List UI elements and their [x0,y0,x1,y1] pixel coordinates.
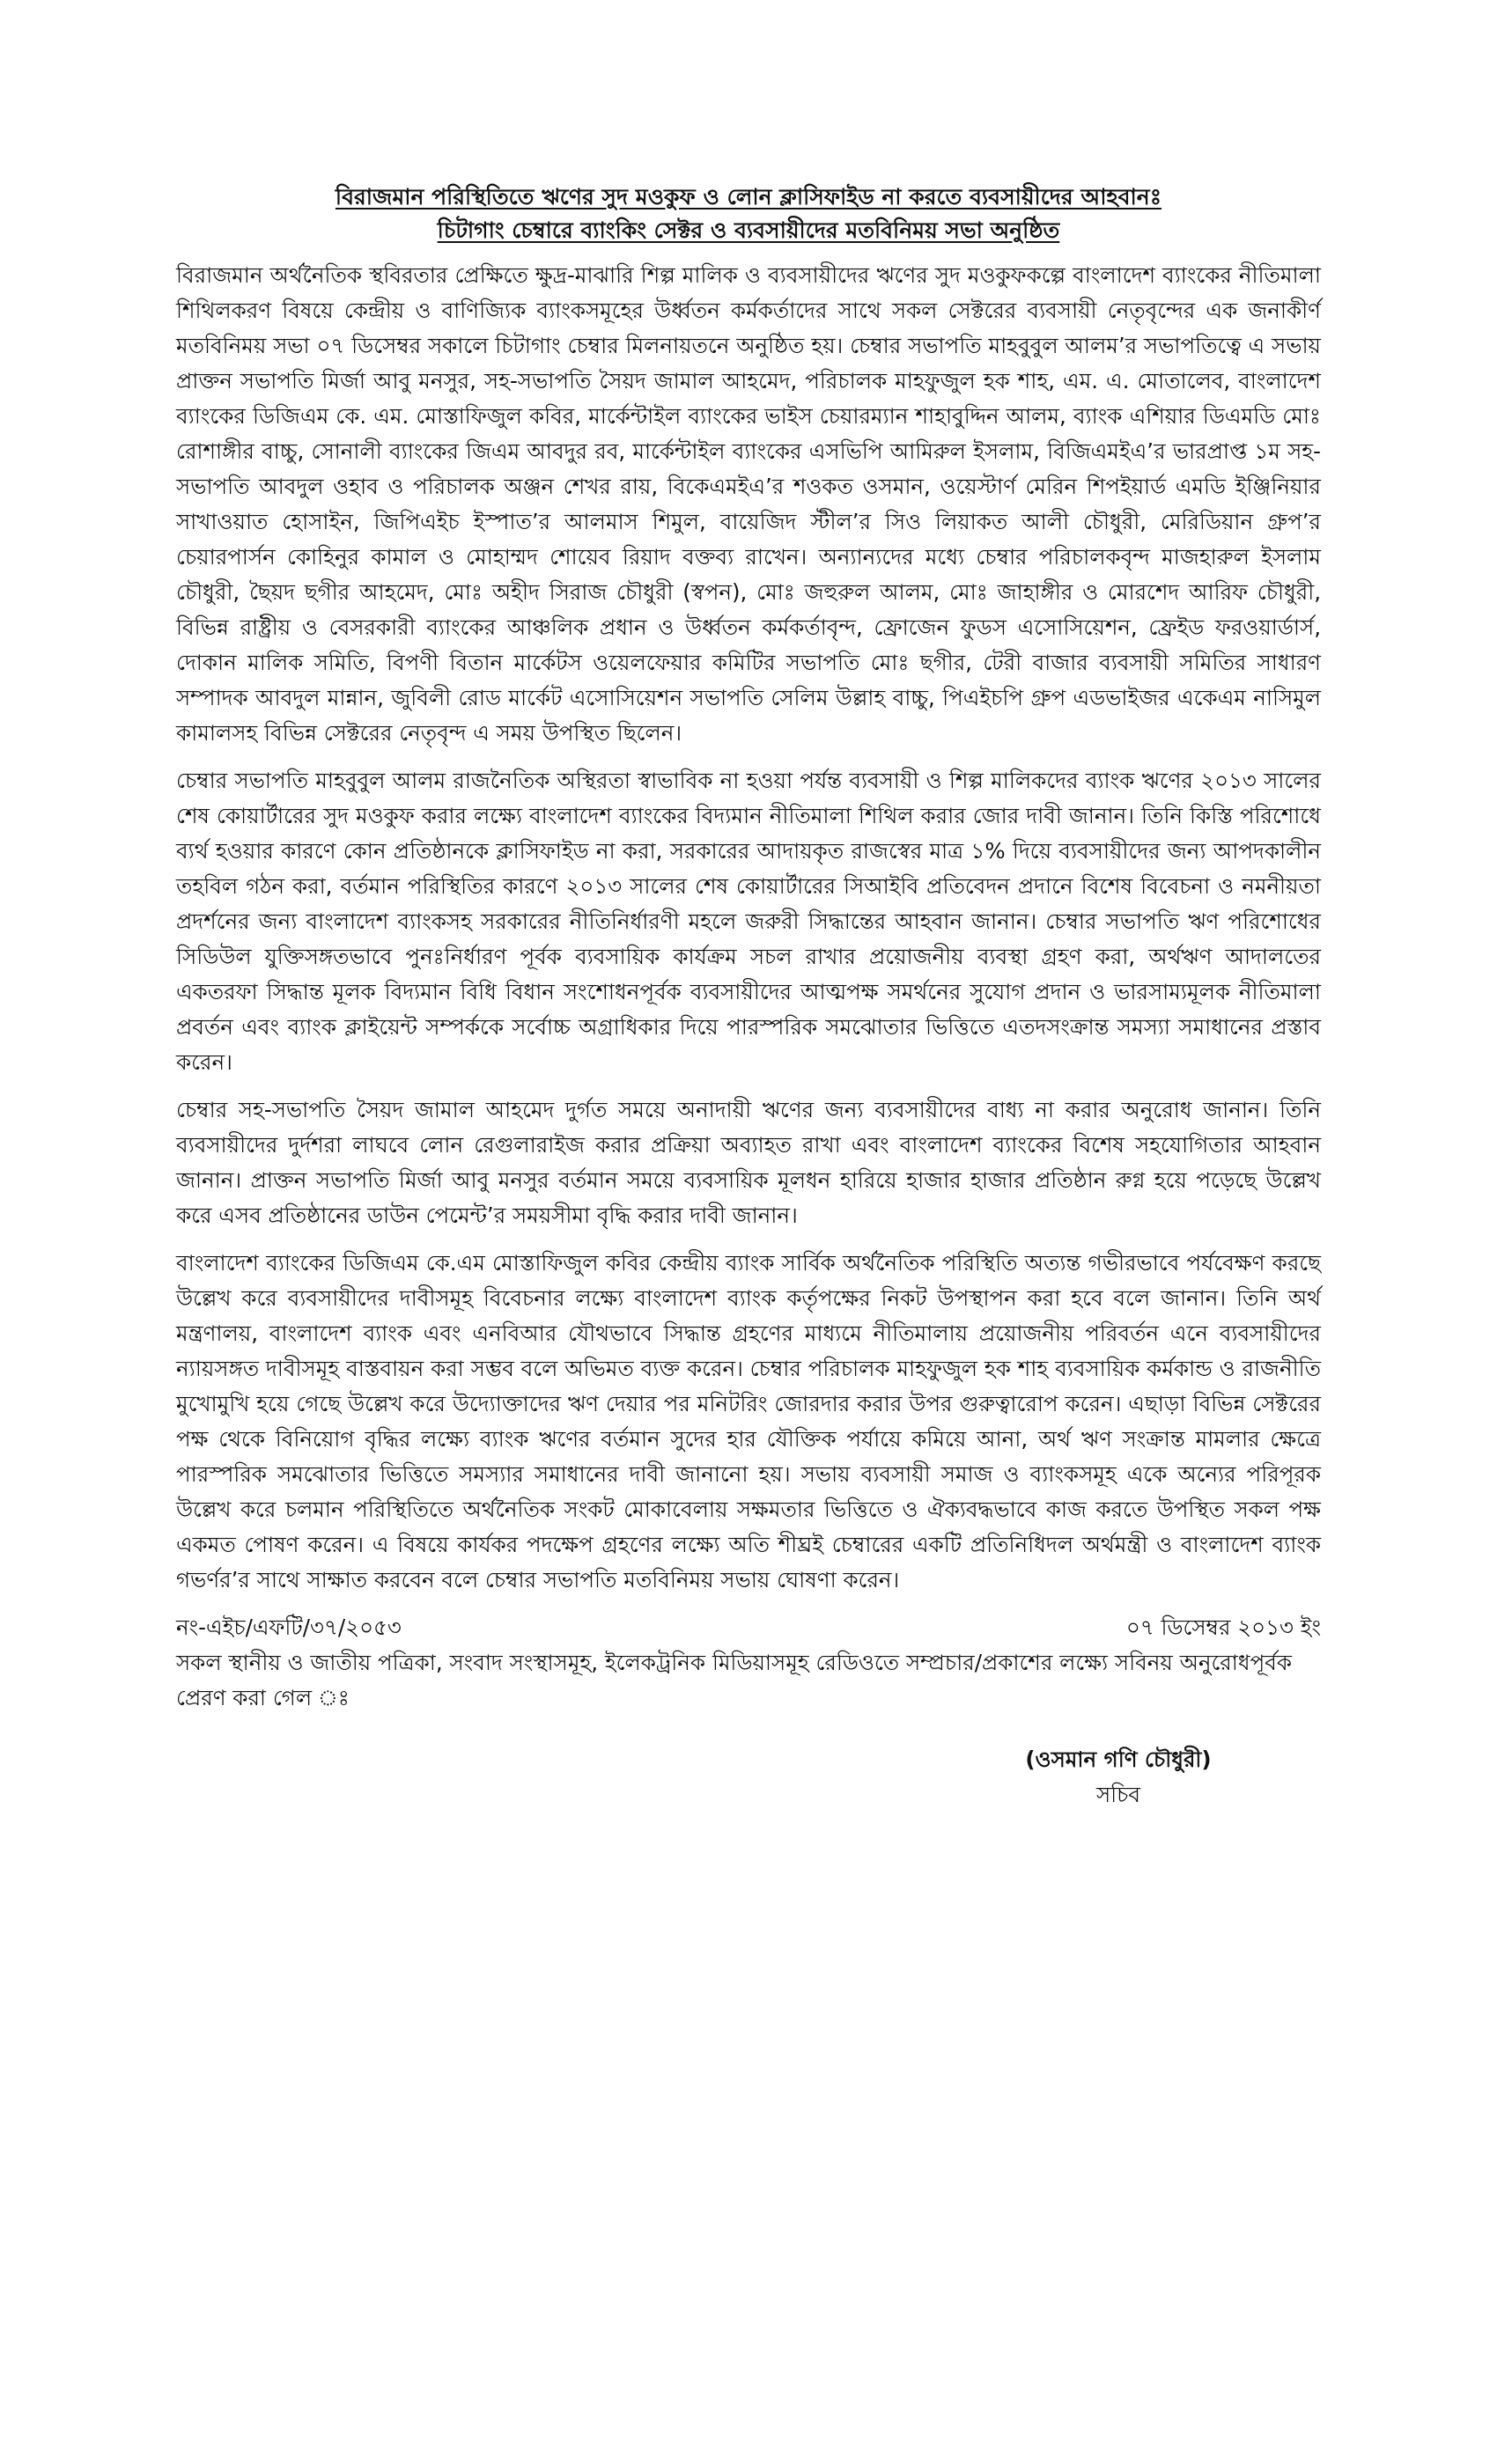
signatory-title: সচিব [1095,1782,1141,1807]
body-paragraph-2: চেম্বার সভাপতি মাহবুবুল আলম রাজনৈতিক অস্থিরতা স্বাভাবিক না হওয়া পর্যন্ত ব্যবসায়ী ও শিল্প মালিকদের ব্যাংক ঋণের ২০১৩ সালের শেষ কোয়ার্টারের সুদ মওকুফ করার লক্ষ্যে বাংলাদেশ ব্যাংকের বিদ্যমান নীতিমালা শিথিল করার জোর দাবী জানান। তিনি কিস্তি পরিশোধে ব্যর্থ হওয়ার কারণে কোন প্রতিষ্ঠানকে ক্লাসিফাইড না করা, সরকারের আদায়কৃত রাজস্বের মাত্র ১% দিয়ে ব্যবসায়ীদের জন্য আপদকালীন তহবিল গঠন করা, বর্তমান পরিস্থিতির কারণে ২০১৩ সালের শেষ কোয়ার্টারের সিআইবি প্রতিবেদন প্রদানে বিশেষ বিবেচনা ও নমনীয়তা প্রদর্শনের জন্য বাংলাদেশ ব্যাংকসহ সরকারের নীতিনির্ধারণী মহলে জরুরী সিদ্ধান্তের আহবান জানান। চেম্বার সভাপতি ঋণ পরিশোধের সিডিউল যুক্তিসঙ্গতভাবে পুনঃনির্ধারণ পূর্বক ব্যবসায়িক কার্যক্রম সচল রাখার প্রয়োজনীয় ব্যবস্থা গ্রহণ করা, অর্থঋণ আদালতের একতরফা সিদ্ধান্ত মূলক বিদ্যমান বিধি বিধান সংশোধনপূর্বক ব্যবসায়ীদের আত্মপক্ষ সমর্থনের সুযোগ প্রদান ও ভারসাম্যমূলক নীতিমালা প্রবর্তন এবং ব্যাংক ক্লাইয়েন্ট সম্পর্ককে সর্বোচ্চ অগ্রাধিকার দিয়ে পারস্পরিক সমঝোতার ভিত্তিতে এতদসংক্রান্ত সমস্যা সমাধানের প্রস্তাব করেন। [176,768,1321,1075]
body-paragraph-3: চেম্বার সহ-সভাপতি সৈয়দ জামাল আহমেদ দুর্গত সময়ে অনাদায়ী ঋণের জন্য ব্যবসায়ীদের বাধ্য না করার অনুরোধ জানান। তিনি ব্যবসায়ীদের দুর্দশরা লাঘবে লোন রেগুলারাইজ করার প্রক্রিয়া অব্যাহত রাখা এবং বাংলাদেশ ব্যাংকের বিশেষ সহযোগিতার আহবান জানান। প্রাক্তন সভাপতি মির্জা আবু মনসুর বর্তমান সময়ে ব্যবসায়িক মূলধন হারিয়ে হাজার হাজার প্রতিষ্ঠান রুগ্ন হয়ে পড়েছে উল্লেখ করে এসব প্রতিষ্ঠানের ডাউন পেমেন্ট’র সময়সীমা বৃদ্ধি করার দাবী জানান। [176,1097,1321,1228]
headline-line-2: চিটাগাং চেম্বারে ব্যাংকিং সেক্টর ও ব্যবসায়ীদের মতবিনিময় সভা অনুষ্ঠিত [437,217,1060,243]
signature-block [969,1742,1268,1813]
reference-number: নং-এইচ/এফটি/৩৭/২০৫৩ [176,1614,402,1640]
body-paragraph-1: বিরাজমান অর্থনৈতিক স্থবিরতার প্রেক্ষিতে ক্ষুদ্র-মাঝারি শিল্প মালিক ও ব্যবসায়ীদের ঋণের সুদ মওকুফকল্পে বাংলাদেশ ব্যাংকের নীতিমালা শিথিলকরণ বিষয়ে কেন্দ্রীয় ও বাণিজ্যিক ব্যাংকসমূহের উর্ধ্বতন কর্মকর্তাদের সাথে সকল সেক্টরের ব্যবসায়ী নেতৃবৃন্দের এক জনাকীর্ণ মতবিনিময় সভা ০৭ ডিসেম্বর সকালে চিটাগাং চেম্বার মিলনায়তনে অনুষ্ঠিত হয়। চেম্বার সভাপতি মাহবুবুল আলম’র সভাপতিত্বে এ সভায় প্রাক্তন সভাপতি মির্জা আবু মনসুর, সহ-সভাপতি সৈয়দ জামাল আহমেদ, পরিচালক মাহফুজুল হক শাহ, এম. এ. মোতালেব, বাংলাদেশ ব্যাংকের ডিজিএম কে. এম. মোস্তাফিজুল কবির, মার্কেন্টাইল ব্যাংকের ভাইস চেয়ারম্যান শাহাবুদ্দিন আলম, ব্যাংক এশিয়ার ডিএমডি মোঃ রোশাঙ্গীর বাচ্চু, সোনালী ব্যাংকের জিএম আবদুর রব, মার্কেন্টাইল ব্যাংকের এসভিপি আমিরুল ইসলাম, বিজিএমইএ’র ভারপ্রাপ্ত ১ম সহ-সভাপতি আবদুল ওহাব ও পরিচালক অঞ্জন শেখর রায়, বিকেএমইএ’র শওকত ওসমান, ওয়েস্টার্ণ মেরিন শিপইয়ার্ড এমডি ইঞ্জিনিয়ার সাখাওয়াত হোসাইন, জিপিএইচ ইস্পাত’র আলমাস শিমুল, বায়েজিদ স্টীল’র সিও লিয়াকত আলী চৌধুরী, মেরিডিয়ান গ্রুপ’র চেয়ারপার্সন কোহিনুর কামাল ও মোহাম্মদ শোয়েব রিয়াদ বক্তব্য রাখেন। অন্যান্যদের মধ্যে চেম্বার পরিচালকবৃন্দ মাজহারুল ইসলাম চৌধুরী, ছৈয়দ ছগীর আহমেদ, মোঃ অহীদ সিরাজ চৌধুরী (স্বপন), মোঃ জহুরুল আলম, মোঃ জাহাঙ্গীর ও মোরশেদ আরিফ চৌধুরী, বিভিন্ন রাষ্ট্রীয় ও বেসরকারী ব্যাংকের আঞ্চলিক প্রধান ও উর্ধ্বতন কর্মকর্তাবৃন্দ, ফ্রোজেন ফুডস এসোসিয়েশন, ফ্রেইড ফরওয়ার্ডার্স, দোকান মালিক সমিতি, বিপণী বিতান মার্কেটস ওয়েলফেয়ার কমিটির সভাপতি মোঃ ছগীর, টেরী বাজার ব্যবসায়ী সমিতির সাধারণ সম্পাদক আবদুল মান্নান, জুবিলী রোড মার্কেট এসোসিয়েশন সভাপতি সেলিম উল্লাহ বাচ্চু, পিএইচপি গ্রুপ এডভাইজর একেএম নাসিমুল কামালসহ বিভিন্ন সেক্টরের নেতৃবৃন্দ এ সময় উপস্থিত ছিলেন। [176,262,1321,746]
body-paragraph-4: বাংলাদেশ ব্যাংকের ডিজিএম কে.এম মোস্তাফিজুল কবির কেন্দ্রীয় ব্যাংক সার্বিক অর্থনৈতিক পরিস্থিতি অত্যন্ত গভীরভাবে পর্যবেক্ষণ করছে উল্লেখ করে ব্যবসায়ীদের দাবীসমূহ বিবেচনার লক্ষ্যে বাংলাদেশ ব্যাংক কর্তৃপক্ষের নিকট উপস্থাপন করা হবে বলে জানান। তিনি অর্থ মন্ত্রণালয়, বাংলাদেশ ব্যাংক এবং এনবিআর যৌথভাবে সিদ্ধান্ত গ্রহণের মাধ্যমে নীতিমালায় প্রয়োজনীয় পরিবর্তন এনে ব্যবসায়ীদের ন্যায়সঙ্গত দাবীসমূহ বাস্তবায়ন করা সম্ভব বলে অভিমত ব্যক্ত করেন। চেম্বার পরিচালক মাহফুজুল হক শাহ ব্যবসায়িক কর্মকান্ড ও রাজনীতি মুখোমুখি হয়ে গেছে উল্লেখ করে উদ্যোক্তাদের ঋণ দেয়ার পর মনিটরিং জোরদার করার উপর গুরুত্বারোপ করেন। এছাড়া বিভিন্ন সেক্টরের পক্ষ থেকে বিনিয়োগ বৃদ্ধির লক্ষ্যে ব্যাংক ঋণের বর্তমান সুদের হার যৌক্তিক পর্যায়ে কমিয়ে আনা, অর্থ ঋণ সংক্রান্ত মামলার ক্ষেত্রে পারস্পরিক সমঝোতার ভিত্তিতে সমস্যার সমাধানের দাবী জানানো হয়। সভায় ব্যবসায়ী সমাজ ও ব্যাংকসমূহ একে অন্যের পরিপূরক উল্লেখ করে চলমান পরিস্থিতিতে অর্থনৈতিক সংকট মোকাবেলায় সক্ষমতার ভিত্তিতে ও ঐক্যবদ্ধভাবে কাজ করতে উপস্থিত সকল পক্ষ একমত পোষণ করেন। এ বিষয়ে কার্যকর পদক্ষেপ গ্রহণের লক্ষ্যে অতি শীঘ্রই চেম্বারের একটি প্রতিনিধিদল অর্থমন্ত্রী ও বাংলাদেশ ব্যাংক গভর্ণর’র সাথে সাক্ষাত করবেন বলে চেম্বার সভাপতি মতবিনিময় সভায় ঘোষণা করেন। [176,1250,1321,1592]
reference-date: ০৭ ডিসেম্বর ২০১৩ ইং [1125,1614,1321,1640]
signatory-name: (ওসমান গণি চৌধুরী) [1025,1747,1212,1772]
distribution-note: সকল স্থানীয় ও জাতীয় পত্রিকা, সংবাদ সংস্থাসমূহ, ইলেকট্রনিক মিডিয়াসমূহ রেডিওতে সম্প্রচার/প্রকাশের লক্ষ্যে সবিনয় অনুরোধপূর্বক প্রেরণ করা গেল ঃ [176,1650,1293,1710]
reference-row [176,1610,1321,1645]
headline-line-1: বিরাজমান পরিস্থিতিতে ঋণের সুদ মওকুফ ও লোন ক্লাসিফাইড না করতে ব্যবসায়ীদের আহবানঃ [335,184,1162,210]
press-release [176,180,1321,1813]
